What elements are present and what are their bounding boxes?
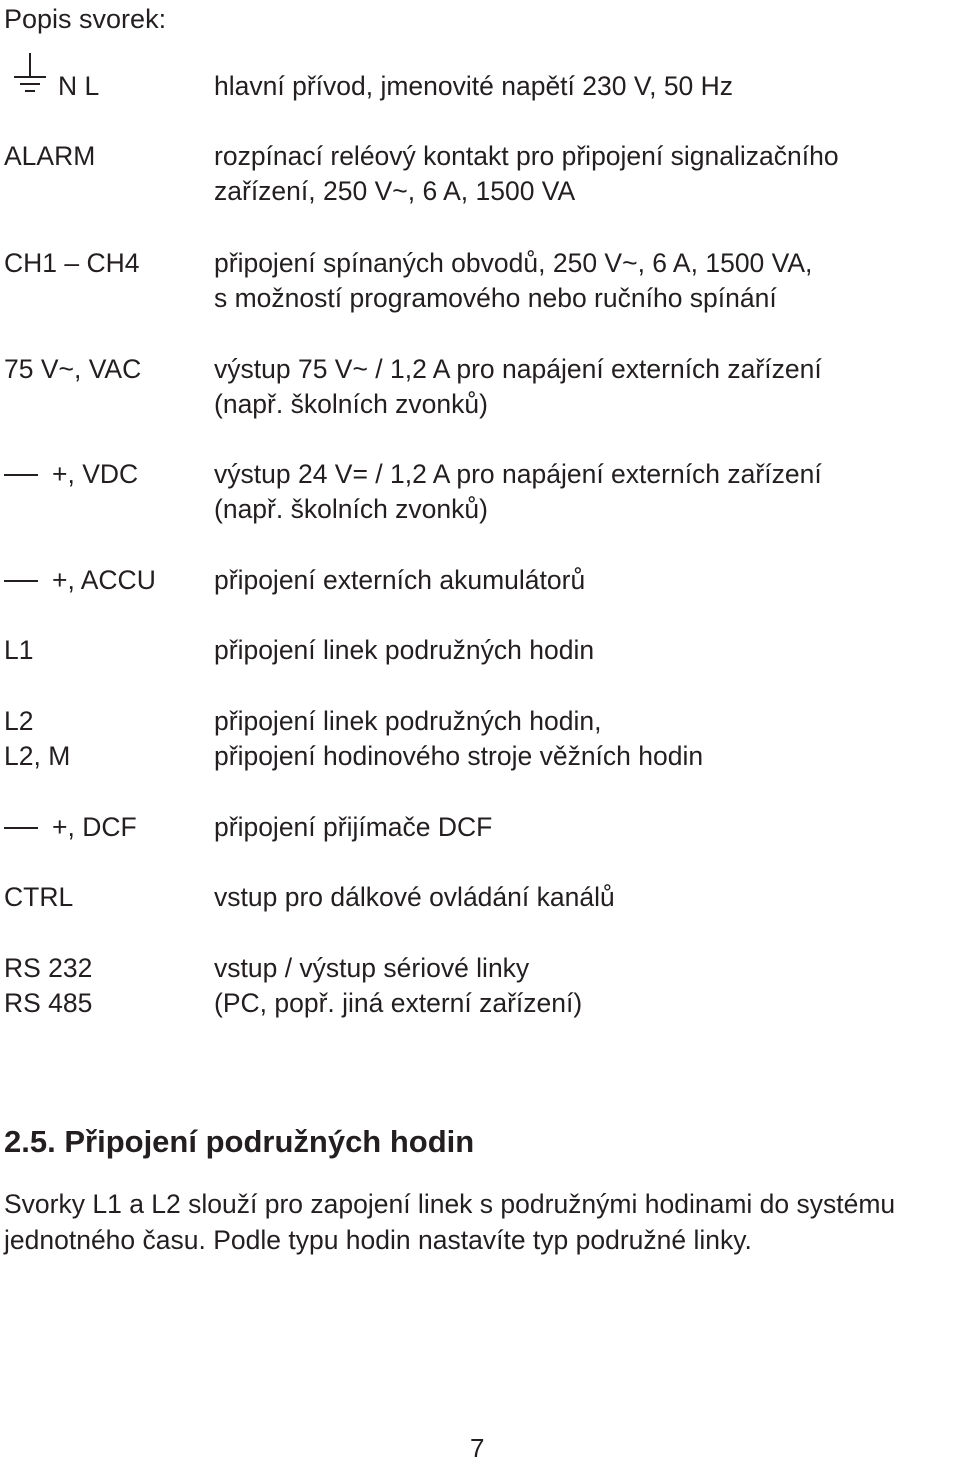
terminal-label-vac: 75 V~, VAC (4, 354, 142, 384)
terminal-label-text: +, VDC (52, 459, 139, 489)
section-body (4, 1186, 895, 1258)
terminal-label-line: L2, M (4, 741, 71, 771)
terminal-label-mains: N L (58, 71, 100, 101)
desc-line: připojení spínaných obvodů, 250 V~, 6 A, 1500 VA, (214, 248, 813, 278)
minus-sign (4, 827, 38, 829)
page-number: 7 (470, 1433, 485, 1463)
terminal-desc-l1 (214, 633, 594, 668)
terminal-label-channels: CH1 – CH4 (4, 248, 140, 278)
terminal-desc-vdc (214, 457, 822, 527)
terminal-label-l2 (4, 704, 70, 774)
desc-line: s možností programového nebo ručního spínání (214, 283, 777, 313)
desc-line: výstup 75 V~ / 1,2 A pro napájení externích zařízení (214, 354, 822, 384)
terminal-desc-rs (214, 951, 582, 1021)
terminal-label-vdc (4, 457, 138, 492)
terminal-description-heading: Popis svorek: (4, 4, 167, 34)
desc-line: (např. školních zvonků) (214, 389, 488, 419)
terminal-desc-channels (214, 246, 812, 316)
desc-line: zařízení, 250 V~, 6 A, 1500 VA (214, 176, 576, 206)
desc-line: výstup 24 V= / 1,2 A pro napájení externích zařízení (214, 459, 822, 489)
desc-line: vstup / výstup sériové linky (214, 953, 530, 983)
desc-line: rozpínací reléový kontakt pro připojení signalizačního (214, 141, 839, 171)
desc-line: připojení hodinového stroje věžních hodin (214, 741, 704, 771)
desc-line: připojení přijímače DCF (214, 812, 493, 842)
minus-sign (4, 580, 38, 582)
body-line: jednotného času. Podle typu hodin nastavíte typ podružné linky. (4, 1225, 752, 1255)
ground-icon (10, 51, 50, 97)
desc-line: připojení externích akumulátorů (214, 565, 586, 595)
terminal-label-text: +, ACCU (52, 565, 156, 595)
terminal-label-line: RS 485 (4, 988, 93, 1018)
body-line: Svorky L1 a L2 slouží pro zapojení linek s podružnými hodinami do systému (4, 1189, 896, 1219)
terminal-desc-alarm (214, 139, 839, 209)
section-number: 2.5. (4, 1124, 56, 1159)
terminal-label-line: RS 232 (4, 953, 93, 983)
terminal-desc-ctrl (214, 880, 615, 915)
minus-sign (4, 474, 38, 476)
desc-line: připojení linek podružných hodin, (214, 706, 602, 736)
terminal-label-ctrl: CTRL (4, 882, 74, 912)
desc-line: (např. školních zvonků) (214, 494, 488, 524)
desc-line: (PC, popř. jiná externí zařízení) (214, 988, 583, 1018)
terminal-desc-l2 (214, 704, 703, 774)
section-title (4, 1122, 474, 1162)
terminal-label-accu (4, 563, 156, 598)
section-title-text: Připojení podružných hodin (64, 1124, 475, 1159)
terminal-label-l1: L1 (4, 635, 34, 665)
desc-line: vstup pro dálkové ovládání kanálů (214, 882, 615, 912)
terminal-label-text: +, DCF (52, 812, 137, 842)
terminal-desc-vac (214, 352, 822, 422)
terminal-label-alarm: ALARM (4, 141, 96, 171)
terminal-label-dcf (4, 810, 137, 845)
terminal-desc-mains (214, 69, 733, 104)
terminal-desc-dcf (214, 810, 492, 845)
terminal-desc-accu (214, 563, 585, 598)
terminal-label-line: L2 (4, 706, 34, 736)
desc-line: připojení linek podružných hodin (214, 635, 595, 665)
terminal-label-rs (4, 951, 92, 1021)
desc-line: hlavní přívod, jmenovité napětí 230 V, 50 Hz (214, 71, 734, 101)
